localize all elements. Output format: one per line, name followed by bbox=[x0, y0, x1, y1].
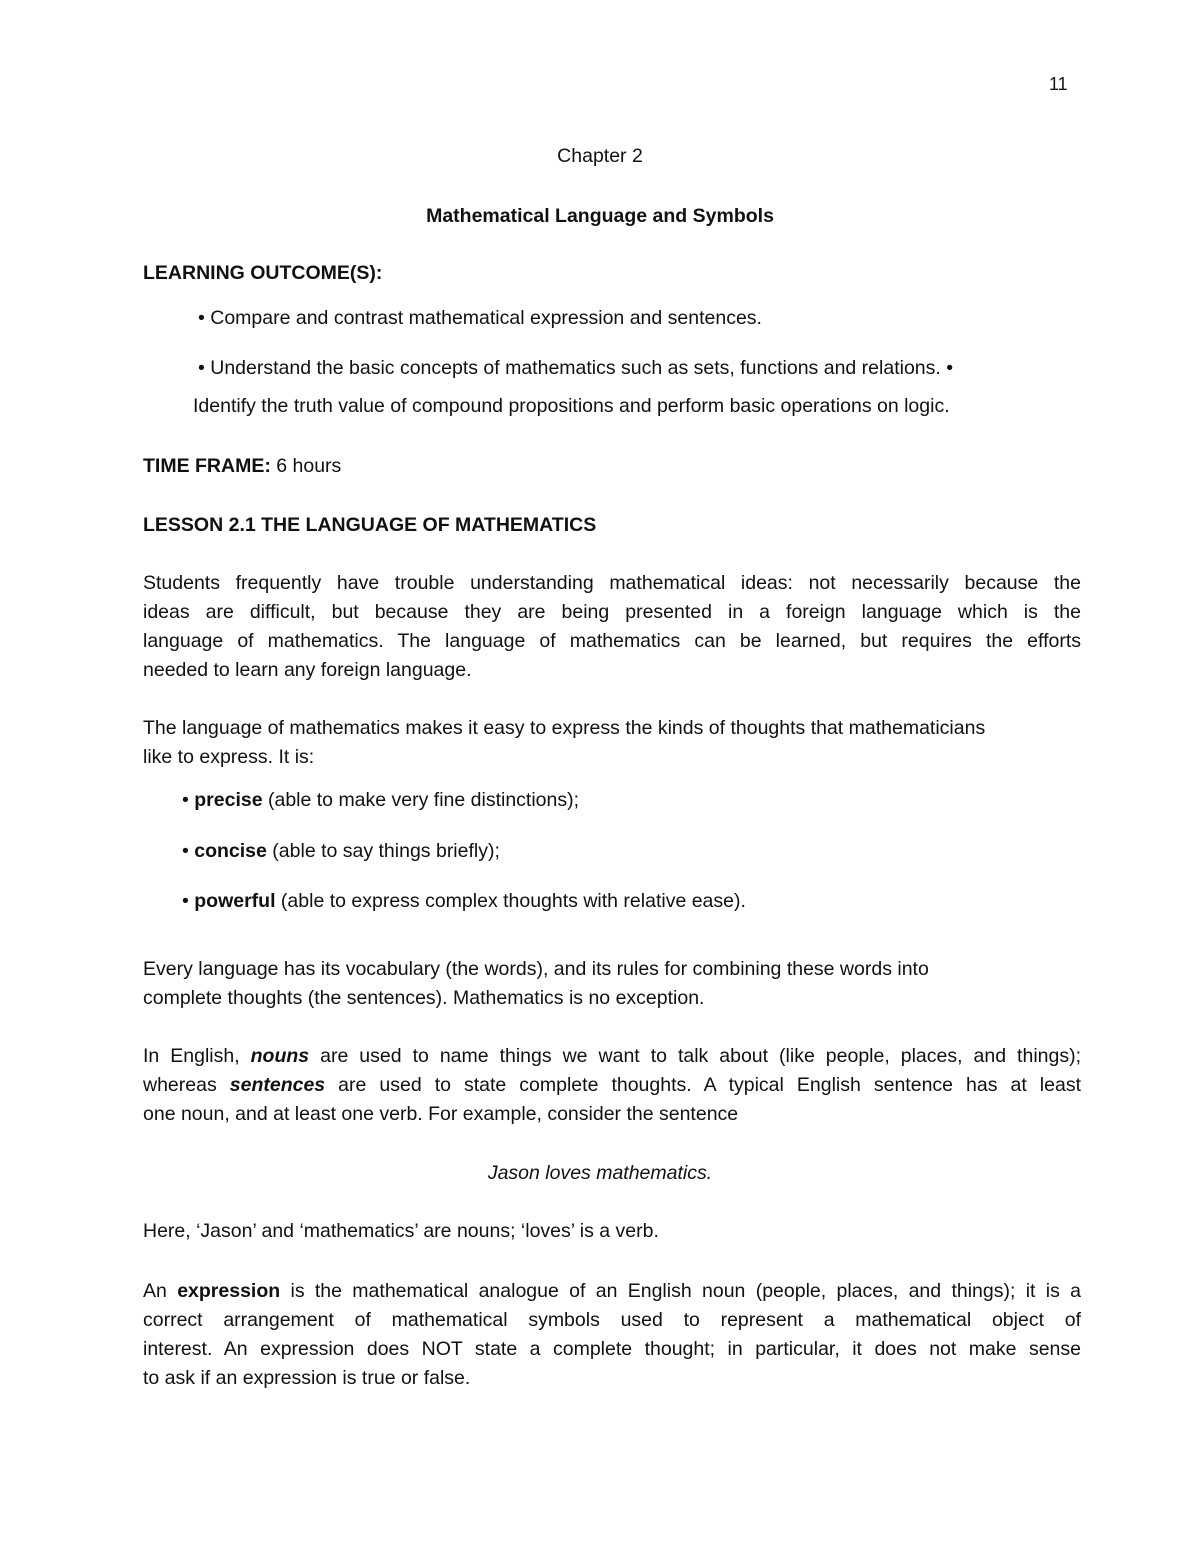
bullet-icon: • bbox=[182, 890, 189, 912]
paragraph-vocabulary bbox=[143, 955, 1081, 1013]
paragraph-line: to ask if an expression is true or false. bbox=[143, 1367, 471, 1389]
paragraph-language bbox=[143, 714, 1081, 772]
quality-term: concise bbox=[194, 840, 267, 862]
learning-outcomes-heading: LEARNING OUTCOME(S): bbox=[143, 262, 383, 284]
bullet-icon: • bbox=[946, 357, 954, 379]
time-frame-value: 6 hours bbox=[276, 455, 342, 477]
paragraph-line: Students frequently have trouble understanding mathematical ideas: not necessarily because the bbox=[143, 572, 1081, 594]
term-nouns: nouns bbox=[250, 1045, 310, 1067]
paragraph-line: whereas sentences are used to state complete thoughts. A typical English sentence has at least bbox=[143, 1074, 1081, 1096]
paragraph-expression bbox=[143, 1277, 1081, 1393]
time-frame bbox=[143, 455, 341, 478]
lesson-heading: LESSON 2.1 THE LANGUAGE OF MATHEMATICS bbox=[143, 514, 597, 536]
bullet-icon: • bbox=[182, 840, 189, 862]
page-number: 11 bbox=[1049, 74, 1068, 94]
quality-description: (able to make very fine distinctions); bbox=[267, 789, 580, 811]
paragraph-line: correct arrangement of mathematical symbols used to represent a mathematical object of bbox=[143, 1309, 1081, 1331]
paragraph-line: Every language has its vocabulary (the words), and its rules for combining these words into bbox=[143, 958, 929, 980]
paragraph-line: needed to learn any foreign language. bbox=[143, 659, 472, 681]
outcome-text: Understand the basic concepts of mathematics such as sets, functions and relations. bbox=[210, 357, 941, 379]
quality-item-precise bbox=[182, 789, 579, 812]
chapter-label: Chapter 2 bbox=[557, 145, 643, 167]
term-expression: expression bbox=[177, 1280, 281, 1302]
outcome-text: Compare and contrast mathematical expression and sentences. bbox=[210, 307, 762, 329]
paragraph-line: like to express. It is: bbox=[143, 746, 315, 768]
quality-term: powerful bbox=[194, 890, 276, 912]
paragraph-line: complete thoughts (the sentences). Mathematics is no exception. bbox=[143, 987, 705, 1009]
bullet-icon: • bbox=[182, 789, 189, 811]
paragraph-intro bbox=[143, 569, 1081, 685]
bullet-icon: • bbox=[198, 307, 205, 329]
time-frame-label: TIME FRAME: bbox=[143, 455, 271, 477]
quality-description: (able to say things briefly); bbox=[272, 840, 500, 862]
paragraph-line: In English, nouns are used to name things we want to talk about (like people, places, and things); bbox=[143, 1045, 1081, 1067]
paragraph-line: interest. An expression does NOT state a complete thought; in particular, it does not make sense bbox=[143, 1338, 1081, 1360]
term-sentences: sentences bbox=[229, 1074, 326, 1096]
quality-item-powerful bbox=[182, 890, 746, 913]
paragraph-line: The language of mathematics makes it easy to express the kinds of thoughts that mathematicians bbox=[143, 717, 986, 739]
example-explanation: Here, ‘Jason’ and ‘mathematics’ are nouns; ‘loves’ is a verb. bbox=[143, 1220, 659, 1242]
outcome-item-1 bbox=[198, 307, 762, 330]
bullet-icon: • bbox=[198, 357, 205, 379]
outcome-item-3 bbox=[193, 395, 950, 418]
quality-item-concise bbox=[182, 840, 500, 863]
quality-term: precise bbox=[194, 789, 263, 811]
outcome-item-2 bbox=[198, 357, 953, 380]
outcome-text: Identify the truth value of compound propositions and perform basic operations on logic. bbox=[193, 395, 950, 417]
example-sentence: Jason loves mathematics. bbox=[487, 1162, 713, 1184]
quality-description: (able to express complex thoughts with relative ease). bbox=[280, 890, 746, 912]
paragraph-line: one noun, and at least one verb. For example, consider the sentence bbox=[143, 1103, 739, 1125]
paragraph-line: language of mathematics. The language of mathematics can be learned, but requires the efforts bbox=[143, 630, 1081, 652]
paragraph-nouns-sentences bbox=[143, 1042, 1081, 1129]
chapter-title: Mathematical Language and Symbols bbox=[426, 205, 774, 227]
paragraph-line: ideas are difficult, but because they are being presented in a foreign language which is the bbox=[143, 601, 1081, 623]
paragraph-line: An expression is the mathematical analogue of an English noun (people, places, and things); it is a bbox=[143, 1280, 1082, 1302]
